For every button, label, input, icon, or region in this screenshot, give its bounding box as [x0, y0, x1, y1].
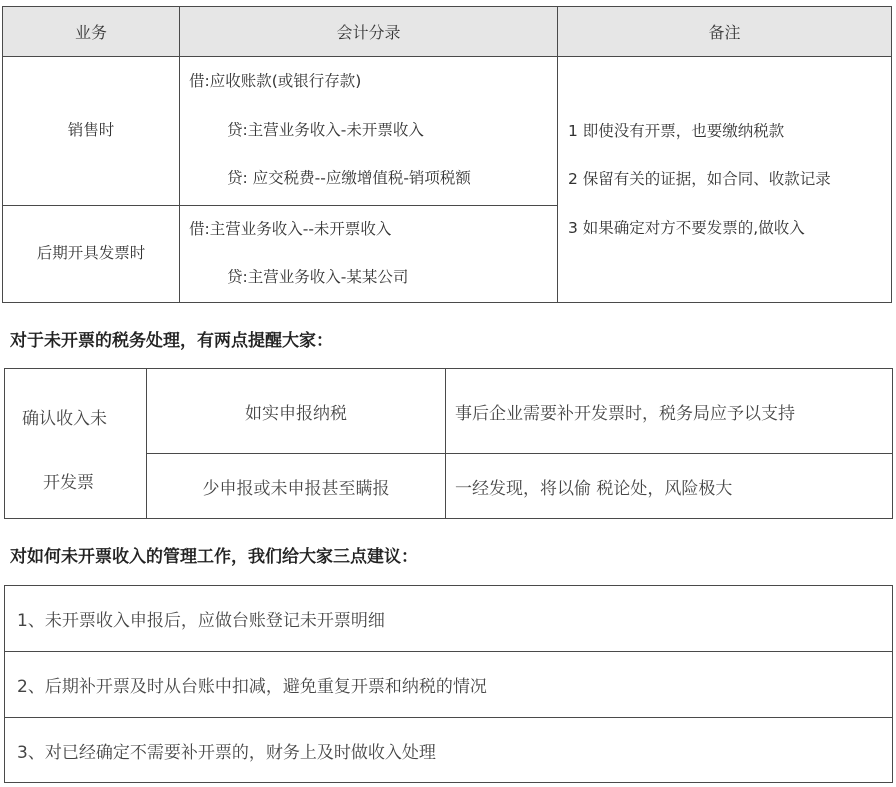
entry-line: 借:应收账款(或银行存款) [189, 72, 362, 90]
accounting-table [0, 0, 896, 304]
business-sale [2, 56, 180, 206]
result-label: 事后企业需要补开发票时，税务局应予以支持 [455, 403, 795, 424]
header-business-label: 业务 [74, 23, 107, 42]
advice-table [0, 585, 896, 785]
business-invoice [2, 205, 180, 303]
entries-sale [179, 56, 558, 206]
unbilled-label-line1: 确认收入未 [22, 409, 107, 429]
heading-tax-reminder: 对于未开票的税务处理，有两点提醒大家： [10, 331, 333, 351]
result-truthful-report [445, 368, 893, 454]
result-underreport [445, 453, 893, 519]
notes-cell [557, 56, 892, 303]
note-line: 2 保留有关的证据，如合同、收款记录 [568, 170, 831, 188]
entry-line: 贷:主营业务收入-某某公司 [227, 268, 409, 286]
advice-item [4, 717, 893, 783]
case-label: 如实申报纳税 [245, 403, 347, 424]
advice-text: 2、后期补开票及时从台账中扣减，避免重复开票和纳税的情况 [17, 677, 487, 697]
advice-item [4, 651, 893, 718]
business-invoice-label: 后期开具发票时 [36, 244, 146, 263]
business-sale-label: 销售时 [67, 121, 115, 140]
case-label: 少申报或未申报甚至瞒报 [202, 478, 390, 499]
case-truthful-report [146, 368, 446, 454]
case-underreport [146, 453, 446, 519]
entry-line: 贷: 应交税费--应缴增值税-销项税额 [227, 169, 471, 187]
advice-text: 1、未开票收入申报后，应做台账登记未开票明细 [17, 611, 385, 631]
unbilled-label-line2: 开发票 [43, 473, 94, 493]
note-line: 3 如果确定对方不要发票的,做收入 [568, 219, 805, 237]
unbilled-revenue-label-cell [4, 368, 147, 519]
entry-line: 贷:主营业务收入-未开票收入 [227, 121, 424, 139]
result-label: 一经发现，将以偷 税论处，风险极大 [455, 478, 733, 499]
entries-invoice [179, 205, 558, 303]
header-business [2, 6, 180, 57]
tax-treatment-table [0, 368, 896, 520]
heading-management-advice: 对如何未开票收入的管理工作，我们给大家三点建议： [10, 547, 418, 567]
advice-text: 3、对已经确定不需要补开票的，财务上及时做收入处理 [17, 742, 436, 763]
header-entries [179, 6, 558, 57]
note-line: 1 即使没有开票，也要缴纳税款 [568, 122, 785, 140]
header-notes [557, 6, 892, 57]
entry-line: 借:主营业务收入--未开票收入 [189, 220, 392, 238]
advice-item [4, 585, 893, 652]
header-entries-label: 会计分录 [336, 23, 401, 42]
header-notes-label: 备注 [708, 23, 741, 42]
